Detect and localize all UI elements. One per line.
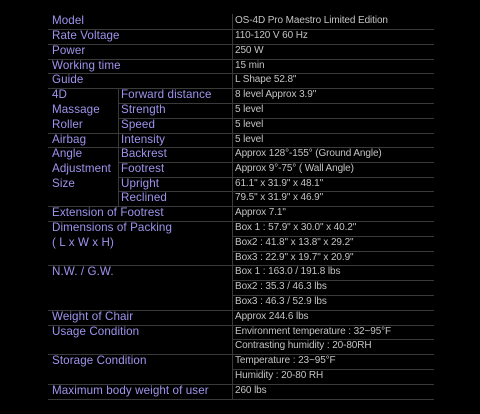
row-upright bbox=[118, 177, 434, 192]
storage-temperature-value: Temperature : 23~95°F bbox=[235, 355, 336, 366]
weight-chair-value: Approx 244.6 lbs bbox=[235, 311, 309, 322]
nw-gw-label: N.W. / G.W. bbox=[52, 265, 114, 278]
row-model bbox=[48, 14, 434, 30]
usage-condition-label: Usage Condition bbox=[52, 325, 140, 338]
forward-distance-label: Forward distance bbox=[121, 88, 212, 101]
power-value: 250 W bbox=[235, 45, 264, 56]
speed-label: Speed bbox=[121, 118, 156, 131]
storage-humidity-value: Humidity : 20-80 RH bbox=[235, 370, 324, 381]
row-reclined bbox=[118, 191, 434, 207]
rate-voltage-label: Rate Voltage bbox=[52, 29, 120, 42]
row-strength bbox=[118, 103, 434, 119]
row-nw-gw-box1 bbox=[232, 265, 434, 281]
packing-box1-value: Box 1 : 57.9" x 30.0" x 40.2" bbox=[235, 222, 357, 233]
massage-roller-label-line2: Massage bbox=[52, 103, 100, 116]
row-usage-temperature bbox=[232, 325, 434, 340]
packing-box2-value: Box2 : 41.8" x 13.8" x 29.2" bbox=[235, 237, 354, 248]
nw-gw-box3-value: Box3 : 46.3 / 52.9 lbs bbox=[235, 296, 327, 307]
packing-label-line2: ( L x W x H) bbox=[52, 236, 114, 249]
row-packing-box1 bbox=[232, 221, 434, 237]
row-guide bbox=[48, 73, 434, 89]
reclined-label: Reclined bbox=[121, 191, 167, 204]
max-weight-label: Maximum body weight of user bbox=[52, 384, 209, 397]
row-footrest bbox=[118, 162, 434, 178]
upright-label: Upright bbox=[121, 177, 160, 190]
angle-adjustment-label-line2: Adjustment bbox=[52, 162, 111, 175]
extension-footrest-value: Approx 7.1" bbox=[235, 207, 286, 218]
footrest-value: Approx 9°-75° ( Wall Angle) bbox=[235, 163, 354, 174]
row-storage-humidity bbox=[232, 369, 434, 385]
intensity-label: Intensity bbox=[121, 133, 166, 146]
packing-label-line1: Dimensions of Packing bbox=[52, 221, 173, 234]
row-backrest bbox=[118, 147, 434, 163]
working-time-value: 15 min bbox=[235, 60, 265, 71]
max-weight-value: 260 lbs bbox=[235, 385, 267, 396]
backrest-value: Approx 128°-155° (Ground Angle) bbox=[235, 148, 382, 159]
row-storage-temperature bbox=[232, 354, 434, 370]
angle-adjustment-label-line1: Angle bbox=[52, 147, 83, 160]
nw-gw-box1-value: Box 1 : 163.0 / 191.8 lbs bbox=[235, 266, 341, 277]
reclined-value: 79.5" x 31.9" x 46.9" bbox=[235, 192, 324, 203]
storage-condition-label: Storage Condition bbox=[52, 354, 147, 367]
usage-humidity-value: Contrasting humidity : 20-80RH bbox=[235, 340, 372, 351]
backrest-label: Backrest bbox=[121, 147, 167, 160]
speed-value: 5 level bbox=[235, 119, 264, 130]
massage-roller-label-line3: Roller bbox=[52, 118, 83, 131]
power-label: Power bbox=[52, 44, 86, 57]
strength-value: 5 level bbox=[235, 104, 264, 115]
weight-chair-label: Weight of Chair bbox=[52, 310, 134, 323]
airbag-label: Airbag bbox=[52, 133, 87, 146]
row-max-body-weight bbox=[48, 384, 434, 400]
massage-roller-label-line1: 4D bbox=[52, 88, 68, 101]
row-usage-humidity bbox=[232, 339, 434, 355]
row-power bbox=[48, 44, 434, 60]
guide-value: L Shape 52.8" bbox=[235, 74, 297, 85]
row-extension-footrest bbox=[48, 206, 434, 222]
row-nw-gw-box3 bbox=[232, 295, 434, 311]
row-airbag bbox=[48, 133, 434, 148]
footrest-label: Footrest bbox=[121, 162, 165, 175]
row-rate-voltage bbox=[48, 29, 434, 45]
packing-box3-value: Box3 : 22.9" x 19.7" x 20.9" bbox=[235, 252, 354, 263]
row-packing-box2 bbox=[232, 236, 434, 252]
working-time-label: Working time bbox=[52, 59, 121, 72]
strength-label: Strength bbox=[121, 103, 166, 116]
row-working-time bbox=[48, 59, 434, 74]
model-value: OS-4D Pro Maestro Limited Edition bbox=[235, 15, 388, 26]
rate-voltage-value: 110-120 V 60 Hz bbox=[235, 30, 308, 41]
model-label: Model bbox=[52, 14, 85, 27]
size-label: Size bbox=[52, 177, 75, 190]
usage-temperature-value: Environment temperature : 32~95°F bbox=[235, 326, 392, 337]
forward-distance-value: 8 level Approx 3.9" bbox=[235, 89, 317, 100]
nw-gw-box2-value: Box2 : 35.3 / 46.3 lbs bbox=[235, 281, 327, 292]
upright-value: 61.1" x 31.9" x 48.1" bbox=[235, 178, 324, 189]
guide-label: Guide bbox=[52, 73, 84, 86]
intensity-value: 5 level bbox=[235, 134, 264, 145]
row-weight-chair bbox=[48, 310, 434, 326]
row-speed bbox=[118, 118, 434, 134]
row-forward-distance bbox=[118, 88, 434, 104]
extension-footrest-label: Extension of Footrest bbox=[52, 206, 164, 219]
row-nw-gw-box2 bbox=[232, 280, 434, 296]
row-packing-box3 bbox=[232, 251, 434, 266]
